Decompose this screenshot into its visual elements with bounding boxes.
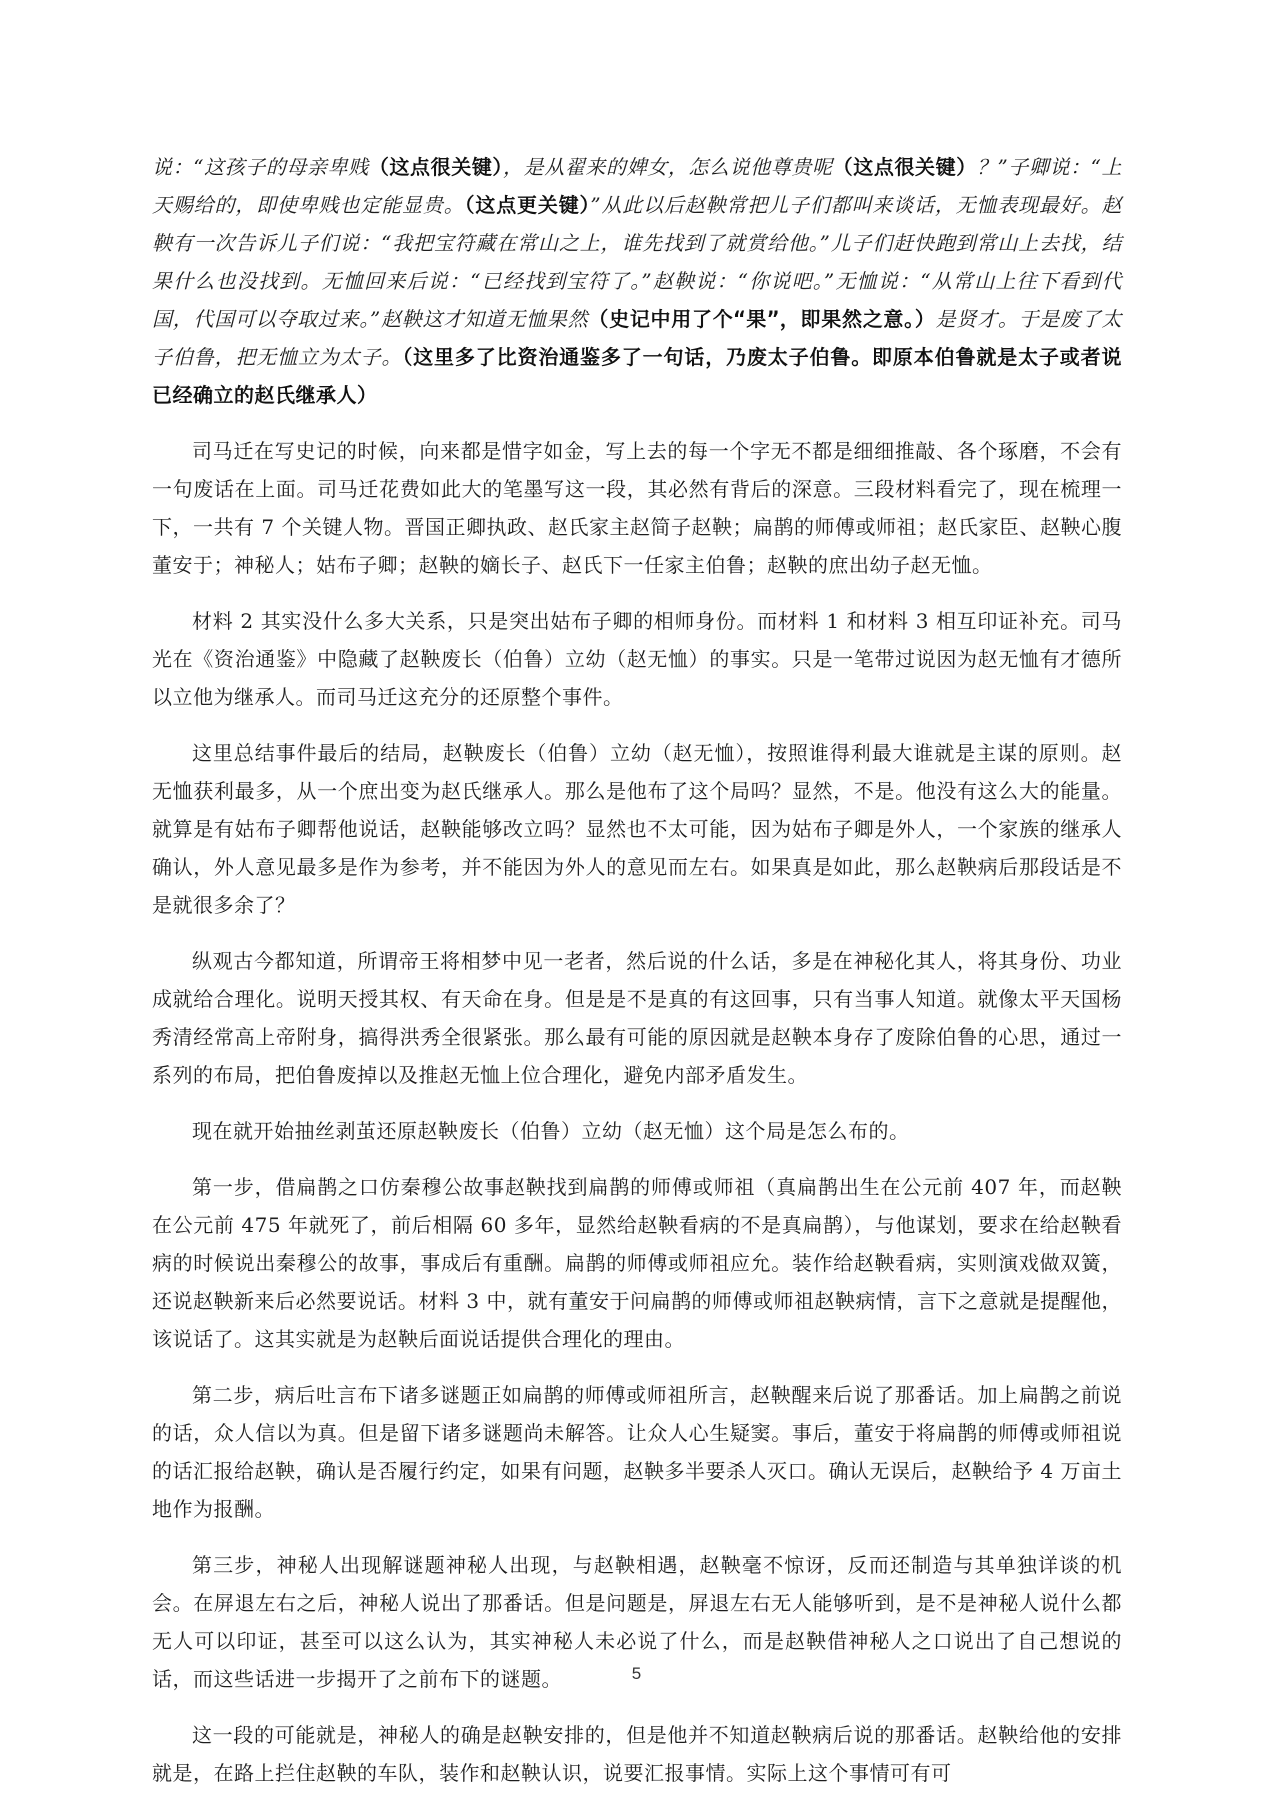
emphasis-segment: （这点很关键） bbox=[368, 155, 504, 179]
page-body bbox=[152, 148, 1122, 1810]
body-paragraph: 司马迁在写史记的时候，向来都是惜字如金，写上去的每一个字无不都是细细推敲、各个琢磨，不会有一句废话在上面。司马迁花费如此大的笔墨写这一段，其必然有背后的深意。三段材料看完了，现在梳理一下，一共有 7 个关键人物。晋国正卿执政、赵氏家主赵简子赵鞅；扁鹊的师傅或师祖；赵氏家臣、赵鞅心腹董安于；神秘人；姑布子卿；赵鞅的嫡长子、赵氏下一任家主伯鲁；赵鞅的庶出幼子赵无恤。 bbox=[152, 439, 1122, 577]
body-paragraph: 纵观古今都知道，所谓帝王将相梦中见一老者，然后说的什么话，多是在神秘化其人，将其身份、功业成就给合理化。说明天授其权、有天命在身。但是是不是真的有这回事，只有当事人知道。就像太平天国杨秀清经常高上帝附身，搞得洪秀全很紧张。那么最有可能的原因就是赵鞅本身存了废除伯鲁的心思，通过一系列的布局，把伯鲁废掉以及推赵无恤上位合理化，避免内部矛盾发生。 bbox=[152, 949, 1122, 1087]
body-paragraph: 第一步，借扁鹊之口仿秦穆公故事赵鞅找到扁鹊的师傅或师祖（真扁鹊出生在公元前 407 年，而赵鞅在公元前 475 年就死了，前后相隔 60 多年，显然给赵鞅看病的不是真扁鹊），与他谋划，要求在给赵鞅看病的时候说出秦穆公的故事，事成后有重酬。扁鹊的师傅或师祖应允。装作给赵鞅看病，实则演戏做双簧，还说赵鞅新来后必然要说话。材料 3 中，就有董安于问扁鹊的师傅或师祖赵鞅病情，言下之意就是提醒他，该说话了。这其实就是为赵鞅后面说话提供合理化的理由。 bbox=[152, 1175, 1122, 1351]
emphasis-segment: （史记中用了个“果”，即果然之意。） bbox=[588, 307, 936, 331]
text-segment: ，是从翟来的婢女，怎么说他尊贵呢 bbox=[503, 155, 833, 179]
text-segment: 说：“这孩子的母亲卑贱 bbox=[152, 155, 369, 179]
body-paragraph: 现在就开始抽丝剥茧还原赵鞅废长（伯鲁）立幼（赵无恤）这个局是怎么布的。 bbox=[192, 1119, 910, 1143]
emphasis-segment: （这点更关键） bbox=[464, 193, 591, 217]
emphasis-segment: （这点很关键） bbox=[832, 155, 977, 179]
text-segment: 是贤才。于是废了太子伯鲁，把无恤立为太子。 bbox=[152, 307, 1123, 369]
emphasis-segment: （这里多了比资治通鉴多了一句话，乃废太子伯鲁。即原本伯鲁就是太子或者说已经确立的赵氏继承人） bbox=[152, 345, 1123, 407]
body-paragraph: 这里总结事件最后的结局，赵鞅废长（伯鲁）立幼（赵无恤），按照谁得利最大谁就是主谋的原则。赵无恤获利最多，从一个庶出变为赵氏继承人。那么是他布了这个局吗？显然，不是。他没有这么大的能量。就算是有姑布子卿帮他说话，赵鞅能够改立吗？显然也不太可能，因为姑布子卿是外人，一个家族的继承人确认，外人意见最多是作为参考，并不能因为外人的意见而左右。如果真是如此，那么赵鞅病后那段话是不是就很多余了？ bbox=[152, 741, 1122, 917]
page-number: 5 bbox=[631, 1664, 642, 1683]
body-paragraph: 这一段的可能就是，神秘人的确是赵鞅安排的，但是他并不知道赵鞅病后说的那番话。赵鞅给他的安排就是，在路上拦住赵鞅的车队，装作和赵鞅认识，说要汇报事情。实际上这个事情可有可 bbox=[152, 1723, 1122, 1785]
text-segment: ”从此以后赵鞅常把儿子们都叫来谈话，无恤表现最好。赵鞅有一次告诉儿子们说：“我把宝符藏在常山之上，谁先找到了就赏给他。”儿子们赶快跑到常山上去找，结果什么也没找到。无恤回来后说：“已经找到宝符了。”赵鞅说：“你说吧。”无恤说：“从常山上往下看到代国，代国可以夺取过来。”赵鞅这才知道无恤果然 bbox=[152, 193, 1123, 331]
text-segment: ？”子卿说：“上天赐给的，即使卑贱也定能显贵。 bbox=[152, 155, 1122, 217]
opening-paragraph bbox=[152, 148, 1122, 414]
body-paragraph: 第二步，病后吐言布下诸多谜题正如扁鹊的师傅或师祖所言，赵鞅醒来后说了那番话。加上扁鹊之前说的话，众人信以为真。但是留下诸多谜题尚未解答。让众人心生疑窦。事后，董安于将扁鹊的师傅或师祖说的话汇报给赵鞅，确认是否履行约定，如果有问题，赵鞅多半要杀人灭口。确认无误后，赵鞅给予 4 万亩土地作为报酬。 bbox=[152, 1383, 1122, 1521]
body-paragraph: 材料 2 其实没什么多大关系，只是突出姑布子卿的相师身份。而材料 1 和材料 3 相互印证补充。司马光在《资治通鉴》中隐藏了赵鞅废长（伯鲁）立幼（赵无恤）的事实。只是一笔带过说因为赵无恤有才德所以立他为继承人。而司马迁这充分的还原整个事件。 bbox=[152, 609, 1122, 709]
body-paragraph: 第三步，神秘人出现解谜题神秘人出现，与赵鞅相遇，赵鞅毫不惊讶，反而还制造与其单独详谈的机会。在屏退左右之后，神秘人说出了那番话。但是问题是，屏退左右无人能够听到，是不是神秘人说什么都无人可以印证，甚至可以这么认为，其实神秘人未必说了什么，而是赵鞅借神秘人之口说出了自己想说的话，而这些话进一步揭开了之前布下的谜题。 bbox=[152, 1553, 1122, 1691]
